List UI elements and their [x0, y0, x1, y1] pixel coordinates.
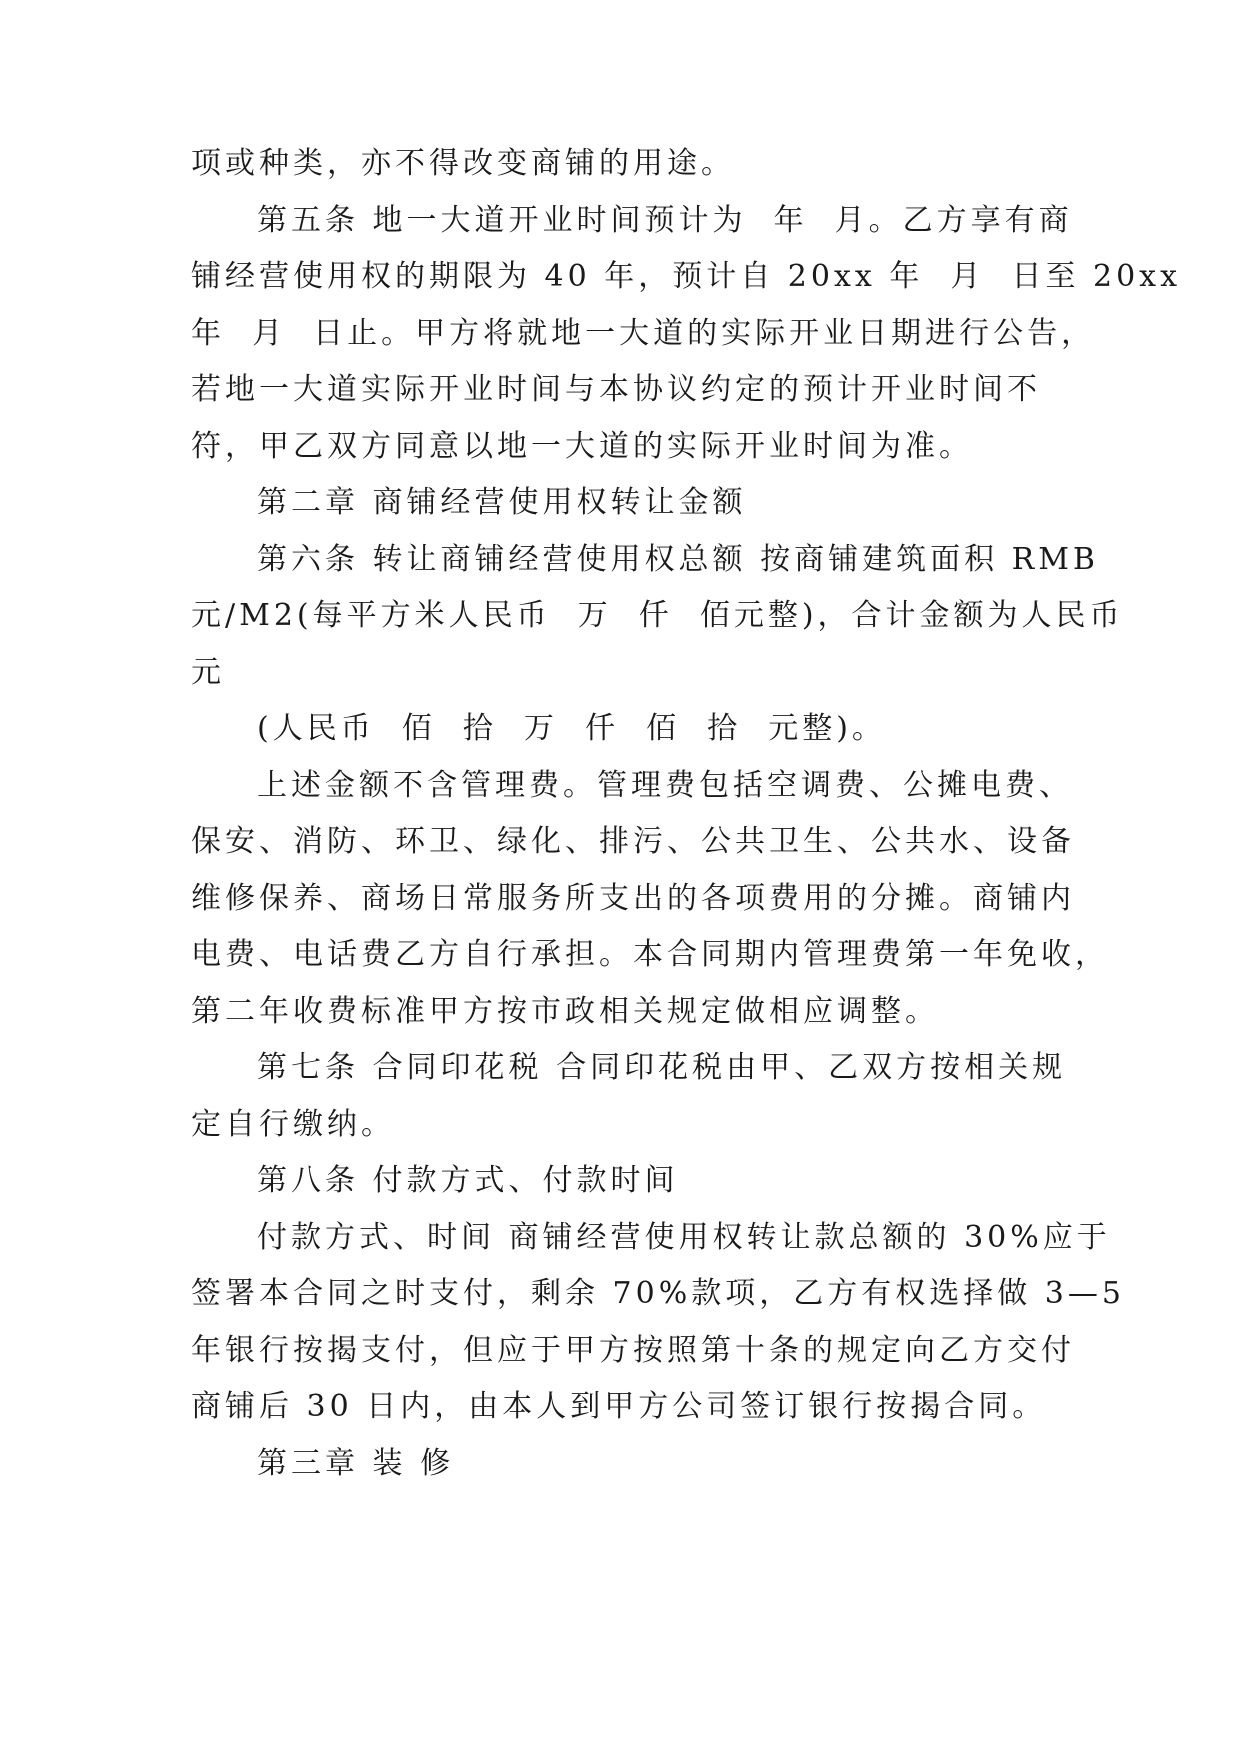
- text-line: 上述金额不含管理费。管理费包括空调费、公摊电费、: [257, 768, 1073, 803]
- chapter-heading: 第二章 商铺经营使用权转让金额: [257, 485, 747, 520]
- text-line: 签署本合同之时支付，剩余 70%款项，乙方有权选择做 3—5: [191, 1276, 1125, 1311]
- text-line: 第七条 合同印花税 合同印花税由甲、乙双方按相关规: [257, 1050, 1067, 1085]
- text-line: 电费、电话费乙方自行承担。本合同期内管理费第一年免收，: [191, 937, 1109, 972]
- text-line: 年 月 日止。甲方将就地一大道的实际开业日期进行公告，: [191, 316, 1096, 351]
- text-line: 保安、消防、环卫、绿化、排污、公共卫生、公共水、设备: [191, 824, 1075, 859]
- text-line: 铺经营使用权的期限为 40 年，预计自 20xx 年 月 日至 20xx: [191, 259, 1182, 294]
- text-line: 商铺后 30 日内，由本人到甲方公司签订银行按揭合同。: [191, 1389, 1047, 1424]
- text-line: 年银行按揭支付，但应于甲方按照第十条的规定向乙方交付: [191, 1333, 1075, 1368]
- text-line: 第二年收费标准甲方按市政相关规定做相应调整。: [191, 994, 939, 1029]
- text-line: 第六条 转让商铺经营使用权总额 按商铺建筑面积 RMB: [257, 542, 1099, 577]
- text-line: 若地一大道实际开业时间与本协议约定的预计开业时间不: [191, 372, 1041, 407]
- text-line: 第八条 付款方式、付款时间: [257, 1163, 679, 1198]
- text-line: (人民币 佰 拾 万 仟 佰 拾 元整)。: [257, 711, 886, 746]
- text-line: 第五条 地一大道开业时间预计为 年 月。乙方享有商: [257, 203, 1073, 238]
- text-line: 定自行缴纳。: [191, 1107, 395, 1142]
- text-line: 付款方式、时间 商铺经营使用权转让款总额的 30%应于: [257, 1220, 1111, 1255]
- text-line: 符，甲乙双方同意以地一大道的实际开业时间为准。: [191, 429, 973, 464]
- chapter-heading: 第三章 装 修: [257, 1446, 455, 1481]
- text-line: 元/M2(每平方米人民币 万 仟 佰元整)，合计金额为人民币: [191, 598, 1124, 633]
- text-line: 维修保养、商场日常服务所支出的各项费用的分摊。商铺内: [191, 881, 1075, 916]
- text-line: 项或种类，亦不得改变商铺的用途。: [191, 146, 735, 181]
- text-line: 元: [191, 655, 225, 690]
